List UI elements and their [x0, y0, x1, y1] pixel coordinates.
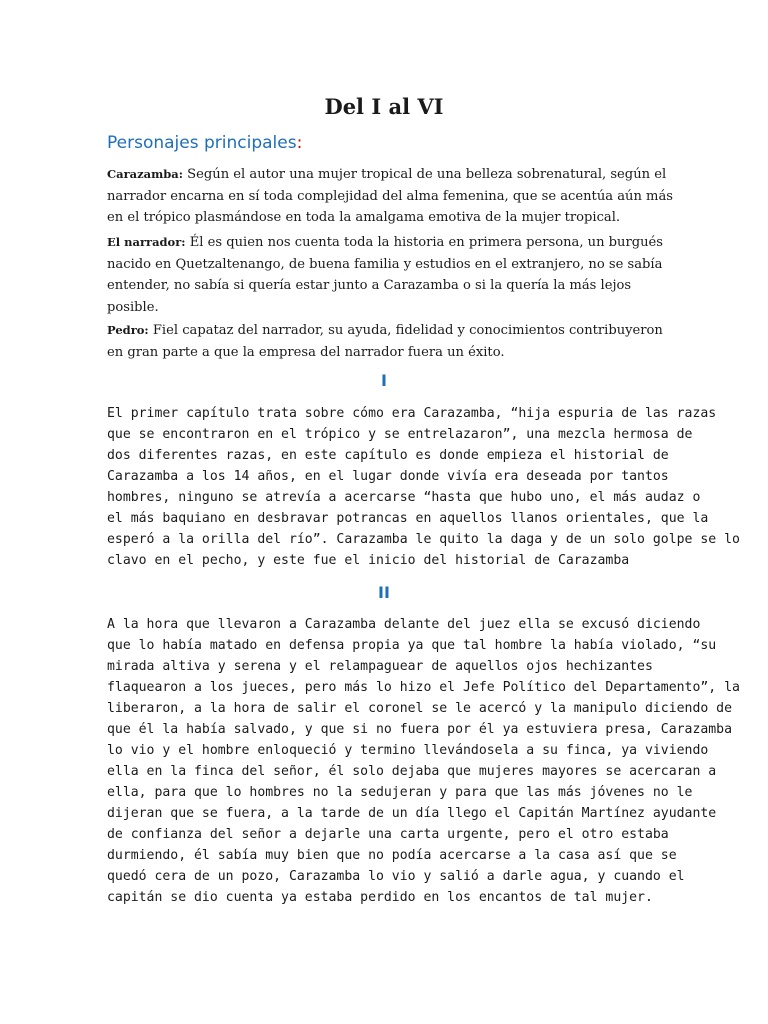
character-line	[107, 232, 667, 254]
paragraph-line: El primer capítulo trata sobre cómo era Carazamba, “hija espuria de las razas	[107, 406, 717, 421]
paragraph-line: hombres, ninguno se atrevía a acercarse “hasta que hubo uno, el más audaz o	[107, 490, 701, 505]
document-title: Del I al VI	[324, 94, 444, 119]
character-name: El narrador:	[107, 235, 186, 249]
paragraph-line: clavo en el pecho, y este fue el inicio del historial de Carazamba	[107, 553, 630, 568]
paragraph-line: Carazamba a los 14 años, en el lugar donde vivía era deseada por tantos	[107, 469, 669, 484]
character-description: Fiel capataz del narrador, su ayuda, fidelidad y conocimientos contribuyeron	[148, 323, 663, 338]
paragraph-line: quedó cera de un pozo, Carazamba lo vio y salió a darle agua, y cuando el	[107, 869, 685, 884]
section-heading-colon: :	[296, 133, 303, 153]
character-description: narrador encarna en sí toda complejidad del alma femenina, que se acentúa aún más	[107, 188, 673, 204]
paragraph-line: dos diferentes razas, en este capítulo es donde empieza el historial de	[107, 448, 669, 463]
character-entry-pedro	[107, 320, 667, 363]
chapter-ii-paragraph	[107, 614, 740, 908]
paragraph-line: ella, para que lo hombres no la sedujeran y para que las más jóvenes no le	[107, 785, 693, 800]
paragraph-line: que él la había salvado, y que si no fuera por él ya estuviera presa, Carazamba	[107, 722, 732, 737]
character-description: Según el autor una mujer tropical de una belleza sobrenatural, según el	[183, 167, 667, 182]
section-heading-personajes	[107, 131, 302, 155]
paragraph-line: durmiendo, él sabía muy bien que no podía acercarse a la casa así que se	[107, 848, 677, 863]
paragraph-line: esperó a la orilla del río”. Carazamba le quito la daga y de un solo golpe se lo	[107, 532, 740, 547]
character-line	[107, 164, 667, 186]
character-entry-carazamba	[107, 164, 673, 229]
paragraph-line: liberaron, a la hora de salir el coronel se le acercó y la manipulo diciendo de	[107, 701, 732, 716]
paragraph-line: de confianza del señor a dejarle una carta urgente, pero el otro estaba	[107, 827, 669, 842]
character-name: Carazamba:	[107, 167, 184, 181]
character-description: en el trópico plasmándose en toda la amalgama emotiva de la mujer tropical.	[107, 210, 621, 225]
paragraph-line: que se encontraron en el trópico y se entrelazaron”, una mezcla hermosa de	[107, 427, 693, 442]
paragraph-line: ella en la finca del señor, él solo dejaba que mujeres mayores se acercaran a	[107, 764, 717, 779]
paragraph-line: capitán se dio cuenta ya estaba perdido en los encantos de tal mujer.	[107, 890, 653, 905]
character-description: posible.	[107, 299, 159, 315]
character-description: entender, no sabía si quería estar junto a Carazamba o si la quería la más lejos	[107, 278, 632, 293]
paragraph-line: lo vio y el hombre enloqueció y termino llevándosela a su finca, ya viviendo	[107, 743, 709, 758]
character-entry-narrador	[107, 232, 667, 318]
character-line	[107, 320, 667, 342]
paragraph-line: el más baquiano en desbravar potrancas en aquellos llanos orientales, que la	[107, 511, 709, 526]
chapter-heading-ii: II	[378, 583, 390, 602]
paragraph-line: A la hora que llevaron a Carazamba delante del juez ella se excusó diciendo	[107, 617, 701, 632]
character-description: en gran parte a que la empresa del narrador fuera un éxito.	[107, 344, 505, 360]
character-description: Él es quien nos cuenta toda la historia en primera persona, un burgués	[185, 235, 664, 250]
character-name: Pedro:	[107, 323, 149, 337]
paragraph-line: flaquearon a los jueces, pero más lo hizo el Jefe Político del Departamento”, la	[107, 680, 740, 695]
paragraph-line: que lo había matado en defensa propia ya que tal hombre la había violado, “su	[107, 638, 717, 653]
chapter-i-paragraph	[107, 403, 740, 571]
chapter-heading-i: I	[381, 371, 387, 390]
paragraph-line: dijeran que se fuera, a la tarde de un día llego el Capitán Martínez ayudante	[107, 806, 717, 821]
character-description: nacido en Quetzaltenango, de buena familia y estudios en el extranjero, no se sabía	[107, 256, 663, 272]
section-heading-text: Personajes principales	[107, 133, 297, 153]
paragraph-line: mirada altiva y serena y el relampaguear de aquellos ojos hechizantes	[107, 659, 653, 674]
